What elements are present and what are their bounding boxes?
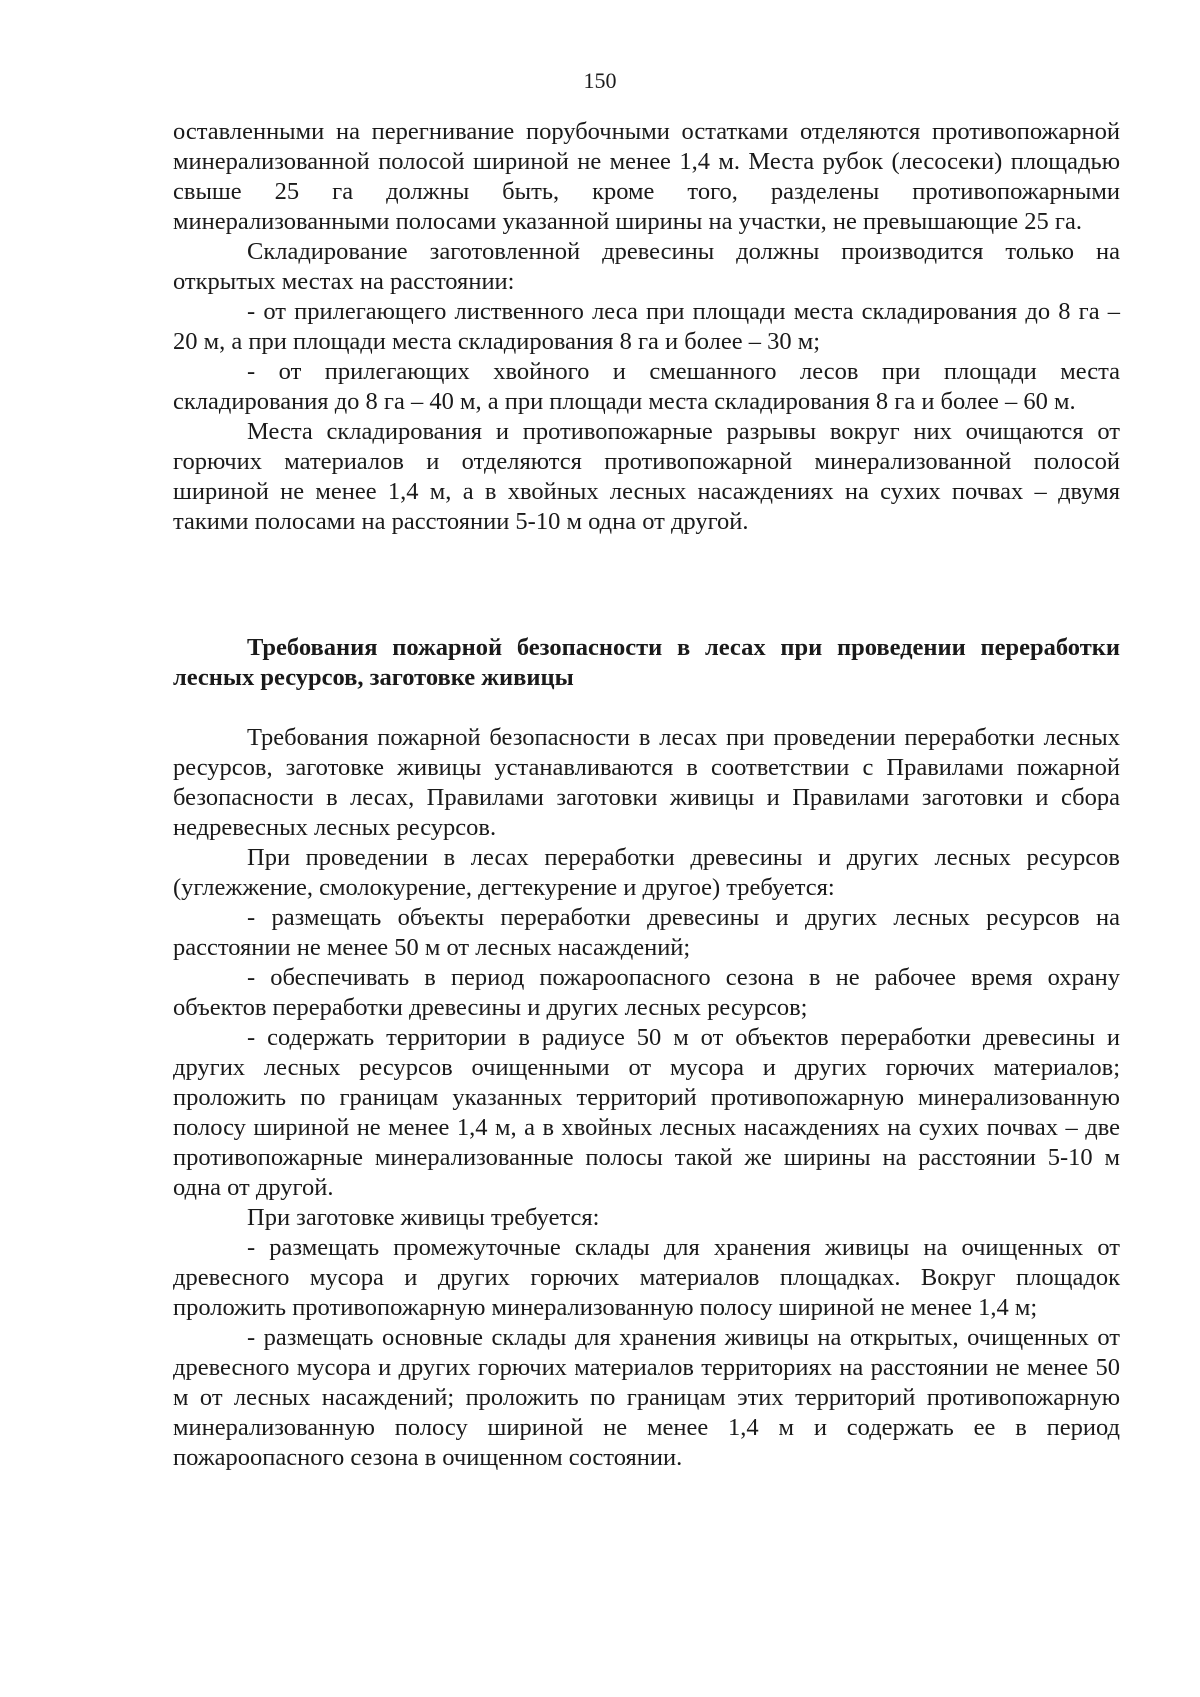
section-paragraph: Требования пожарной безопасности в лесах при проведении переработки лесных ресурсов, заготовке живицы устанавливаются в соответствии с Правилами пожарной безопасности в лесах, Правилами заготовки живицы и Правилами заготовки и сбора недревесных лесных ресурсов. (173, 724, 1120, 841)
section-heading: Требования пожарной безопасности в лесах при проведении переработки лесных ресурсов, заготовке живицы (173, 634, 1120, 691)
top-text-block (173, 117, 1120, 537)
section-text-block (173, 723, 1120, 1473)
list-item-coniferous: - от прилегающих хвойного и смешанного лесов при площади места складирования до 8 га – 40 м, а при площади места складирования 8 га и более – 60 м. (173, 358, 1120, 415)
section-paragraph: При проведении в лесах переработки древесины и других лесных ресурсов (углежжение, смолокурение, дегтекурение и другое) требуется: (173, 844, 1120, 901)
paragraph-storage-clearing: Места складирования и противопожарные разрывы вокруг них очищаются от горючих материалов и отделяются противопожарной минерализованной полосой шириной не менее 1,4 м, а в хвойных лесных насаждениях на сухих почвах – двумя такими полосами на расстоянии 5-10 м одна от другой. (173, 418, 1120, 535)
section-list-item: - размещать основные склады для хранения живицы на открытых, очищенных от древесного мусора и других горючих материалов территориях на расстоянии не менее 50 м от лесных насаждений; проложить по границам этих территорий противопожарную минерализованную полосу шириной не менее 1,4 м и содержать ее в период пожароопасного сезона в очищенном состоянии. (173, 1324, 1120, 1471)
paragraph-continuation: оставленными на перегнивание порубочными остатками отделяются противопожарной минерализованной полосой шириной не менее 1,4 м. Места рубок (лесосеки) площадью свыше 25 га должны быть, кроме того, разделены противопожарными минерализованными полосами указанной ширины на участки, не превышающие 25 га. (173, 118, 1120, 235)
section-list-item: - размещать промежуточные склады для хранения живицы на очищенных от древесного мусора и других горючих материалов площадках. Вокруг площадок проложить противопожарную минерализованную полосу шириной не менее 1,4 м; (173, 1234, 1120, 1321)
paragraph-storage-intro: Складирование заготовленной древесины должны производится только на открытых местах на расстоянии: (173, 238, 1120, 295)
section-paragraph: При заготовке живицы требуется: (247, 1204, 600, 1231)
section-list-item: - размещать объекты переработки древесины и других лесных ресурсов на расстоянии не менее 50 м от лесных насаждений; (173, 904, 1120, 961)
section-list-item: - содержать территории в радиусе 50 м от объектов переработки древесины и других лесных ресурсов очищенными от мусора и других горючих материалов; проложить по границам указанных территорий противопожарную минерализованную полосу шириной не менее 1,4 м, а в хвойных лесных насаждениях на сухих почвах – две противопожарные минерализованные полосы такой же ширины на расстоянии 5-10 м одна от другой. (173, 1024, 1120, 1201)
list-item-deciduous: - от прилегающего лиственного леса при площади места складирования до 8 га – 20 м, а при площади места складирования 8 га и более – 30 м; (173, 298, 1120, 355)
page-number: 150 (583, 68, 617, 93)
section-list-item: - обеспечивать в период пожароопасного сезона в не рабочее время охрану объектов переработки древесины и других лесных ресурсов; (173, 964, 1120, 1021)
